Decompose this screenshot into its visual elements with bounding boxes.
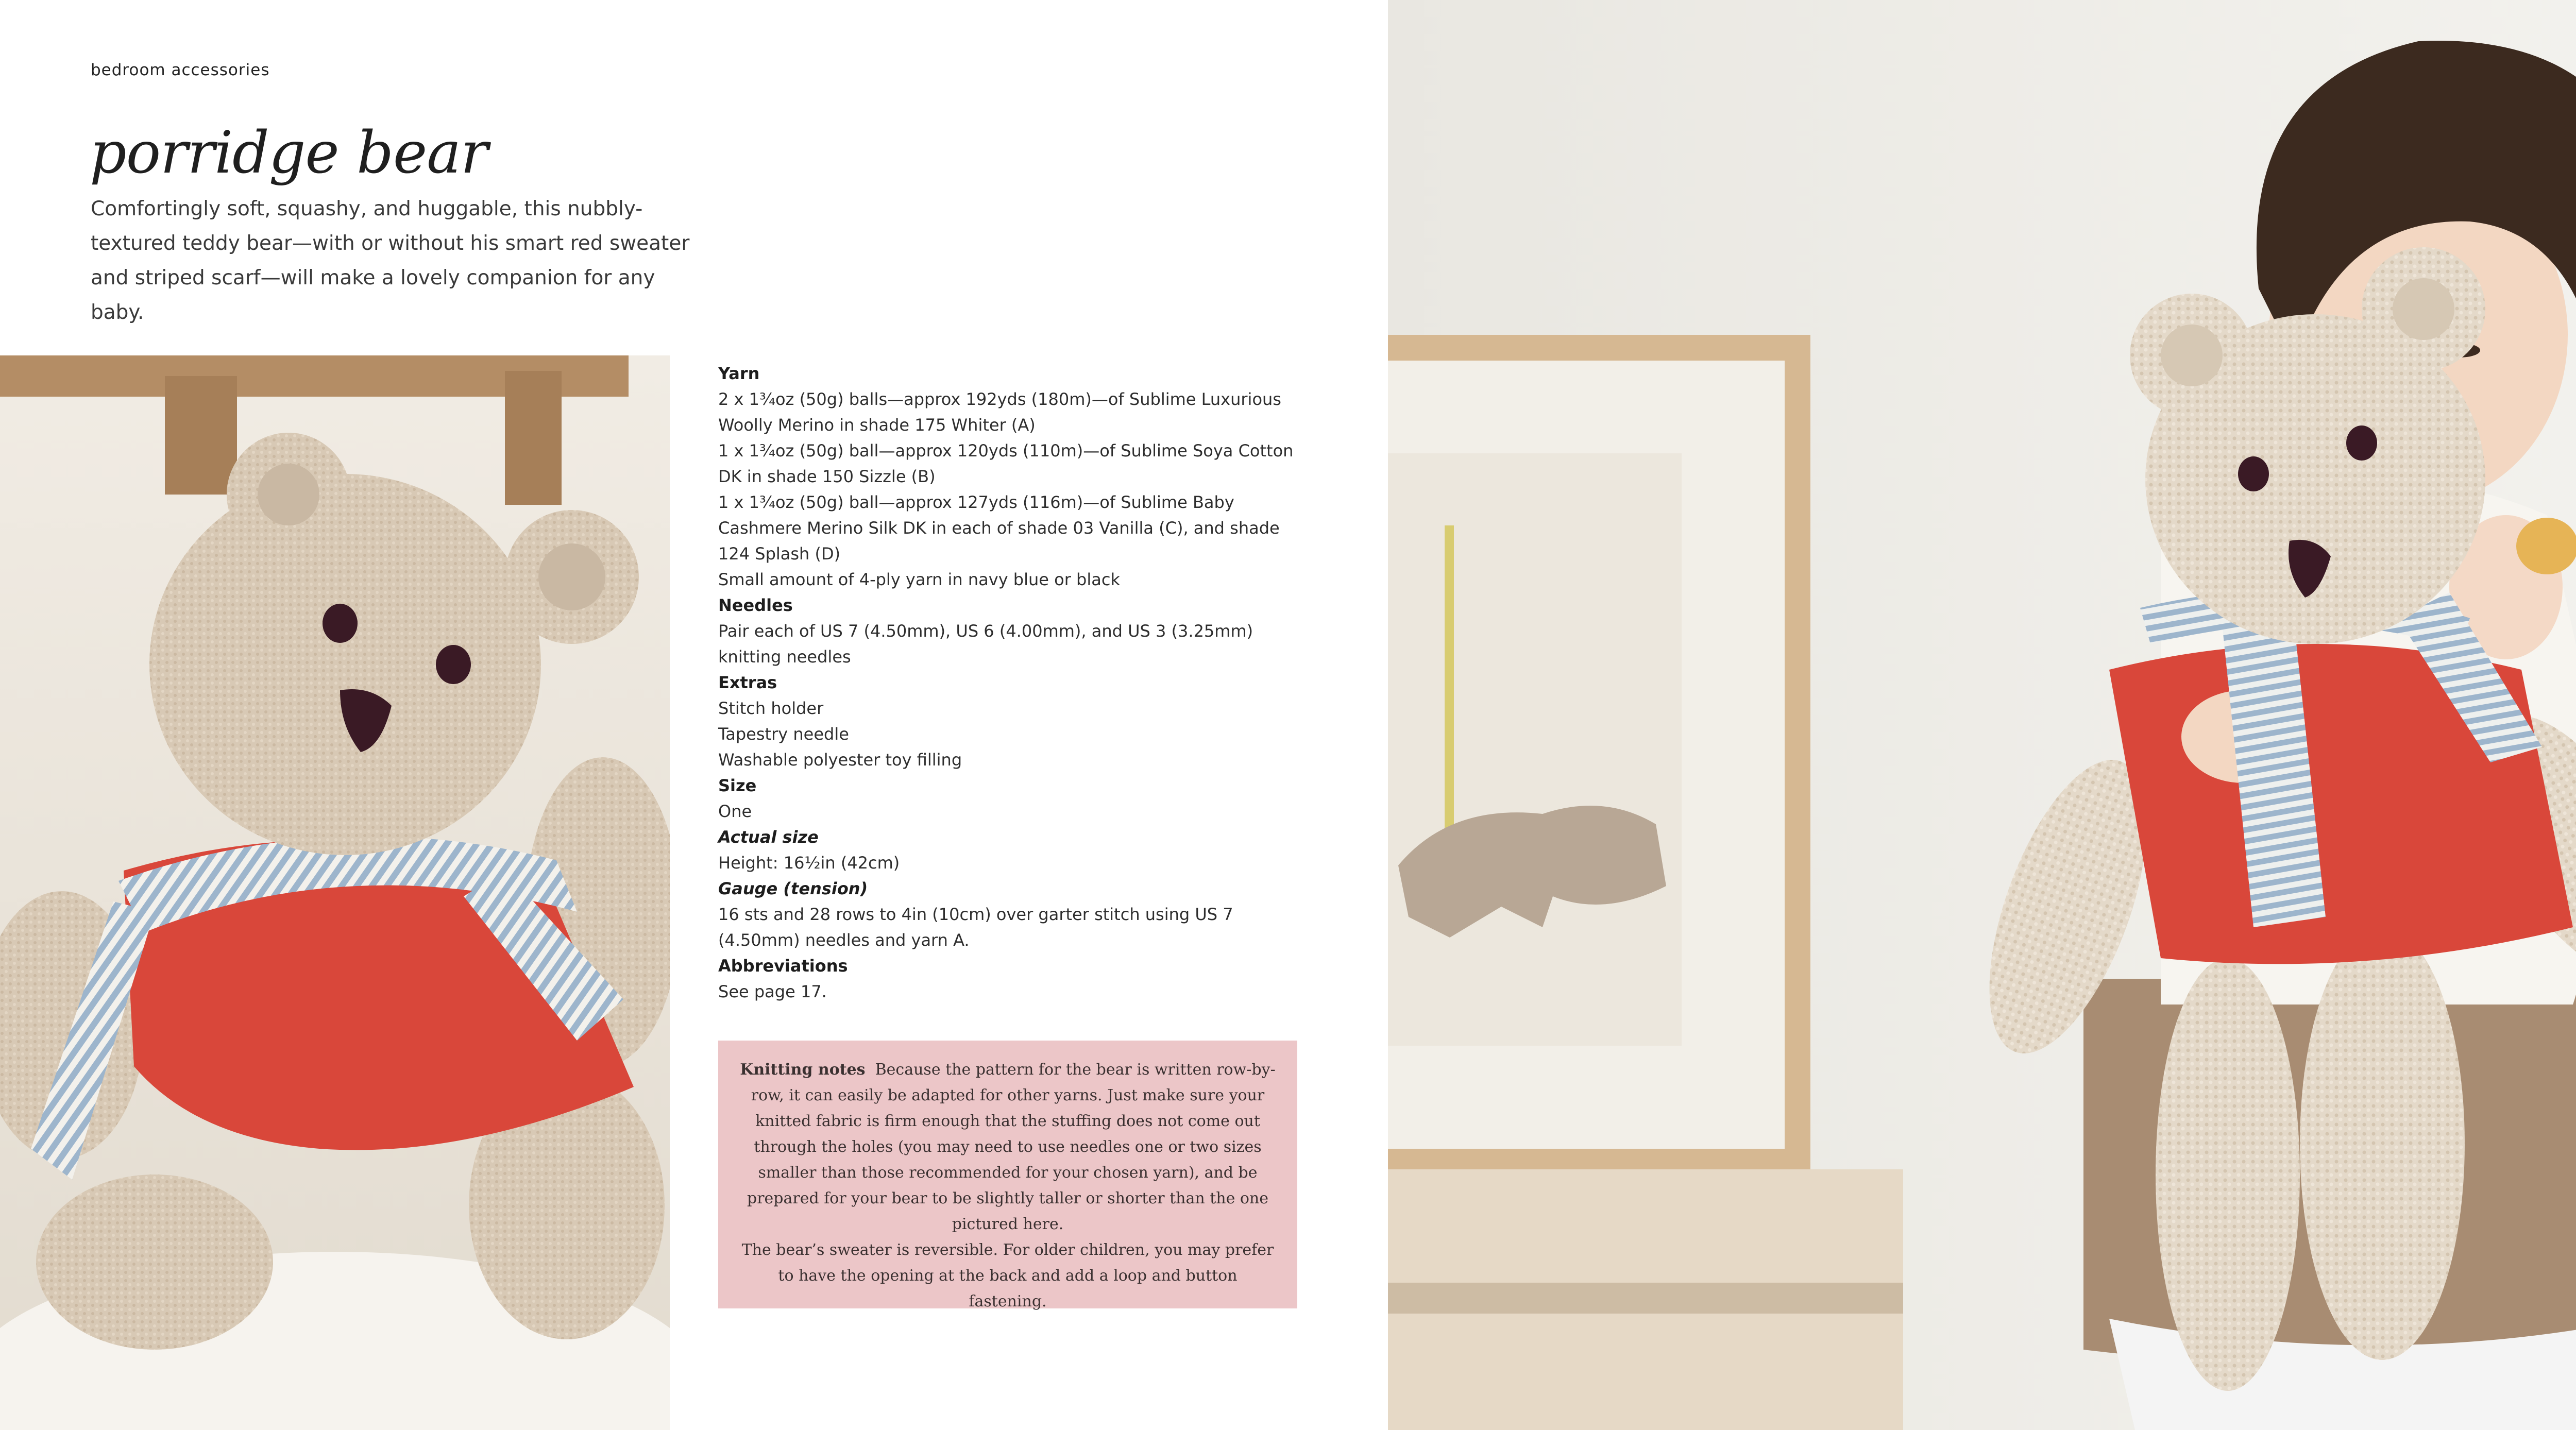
pattern-details [718, 361, 1295, 1005]
extras-line: Tapestry needle [718, 724, 849, 744]
abbreviations-text: See page 17. [718, 982, 827, 1001]
yarn-line: 1 x 1¾oz (50g) ball—approx 120yds (110m)—of Sublime Soya Cotton DK in shade 150 Sizzle (B) [718, 441, 1294, 486]
child-with-bear-illustration [1388, 0, 2576, 1430]
knitting-notes-box [718, 1041, 1297, 1308]
abbreviations-heading: Abbreviations [718, 956, 848, 976]
child-with-bear-photo [1388, 0, 2576, 1430]
knitting-notes-heading: Knitting notes [740, 1061, 866, 1079]
extras-line: Stitch holder [718, 699, 824, 718]
yarn-line: Small amount of 4-ply yarn in navy blue or black [718, 570, 1120, 589]
knitting-notes-text: Because the pattern for the bear is written row-by-row, it can easily be adapted for other yarns. Just make sure your knitted fabric is firm enough that the stuffing does not come out through the holes (you may need to use needles one or two sizes smaller than those recommended for your chosen yarn), and be prepared for your bear to be slightly taller or shorter than the one pictured here. [747, 1061, 1276, 1233]
page-title: porridge bear [90, 120, 488, 186]
yarn-line: 2 x 1¾oz (50g) balls—approx 192yds (180m)—of Sublime Luxurious Woolly Merino in shade 175 Whiter (A) [718, 389, 1281, 435]
section-label: bedroom accessories [91, 61, 270, 79]
extras-heading: Extras [718, 673, 777, 692]
gauge-heading: Gauge (tension) [718, 879, 868, 898]
gauge-text: 16 sts and 28 rows to 4in (10cm) over garter stitch using US 7 (4.50mm) needles and yarn A. [718, 905, 1233, 950]
actual-size-heading: Actual size [718, 827, 819, 847]
extras-line: Washable polyester toy filling [718, 750, 962, 770]
knitting-notes-text-2: The bear’s sweater is reversible. For older children, you may prefer to have the opening at the back and add a loop and button fastening. [741, 1241, 1274, 1310]
bear-closeup-illustration [0, 355, 670, 1430]
actual-size-text: Height: 16½in (42cm) [718, 853, 900, 873]
needles-text: Pair each of US 7 (4.50mm), US 6 (4.00mm), and US 3 (3.25mm) knitting needles [718, 621, 1253, 667]
needles-heading: Needles [718, 595, 793, 615]
bear-closeup-photo [0, 355, 670, 1430]
size-text: One [718, 802, 752, 821]
intro-text: Comfortingly soft, squashy, and huggable, this nubbly-textured teddy bear—with or without his smart red sweater and striped scarf—will make a lovely companion for any baby. [91, 197, 690, 324]
knitting-notes-paragraph [739, 1057, 1277, 1237]
yarn-heading: Yarn [718, 364, 760, 383]
size-heading: Size [718, 776, 757, 795]
yarn-line: 1 x 1¾oz (50g) ball—approx 127yds (116m)—of Sublime Baby Cashmere Merino Silk DK in each of shade 03 Vanilla (C), and shade 124 Splash (D) [718, 492, 1280, 564]
